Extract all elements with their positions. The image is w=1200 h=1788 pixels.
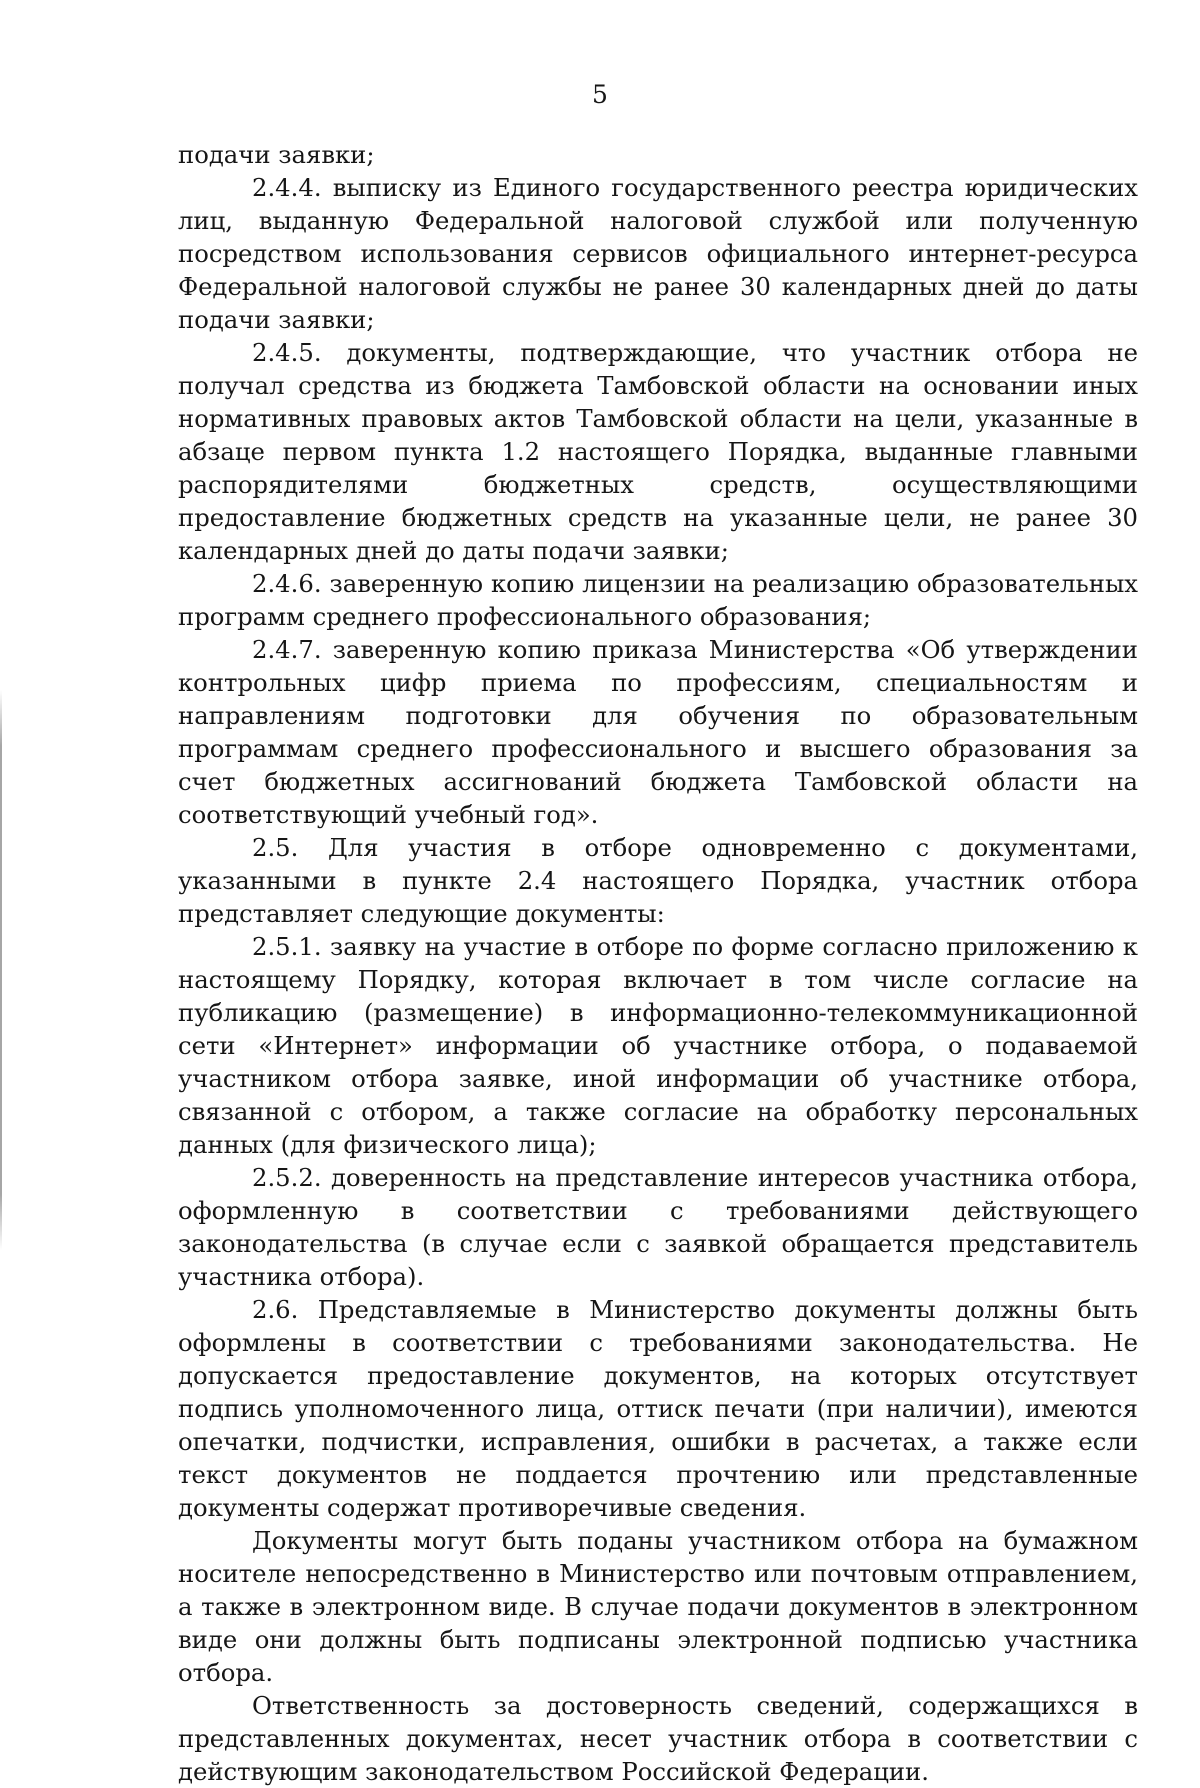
page-number: 5 bbox=[592, 80, 608, 109]
paragraph-2-4-6: 2.4.6. заверенную копию лицензии на реализацию образовательных программ среднего профессионального образования; bbox=[178, 569, 1138, 631]
paragraph-responsibility: Ответственность за достоверность сведений, содержащихся в представленных документах, несет участник отбора в соответствии с действующим законодательством Российской Федерации. bbox=[178, 1691, 1138, 1786]
paragraph-2-5-1: 2.5.1. заявку на участие в отборе по форме согласно приложению к настоящему Порядку, которая включает в том числе согласие на публикацию (размещение) в информационно-телекоммуникационной сети «Интернет» информации об участнике отбора, о подаваемой участником отбора заявке, иной информации об участнике отбора, связанной с отбором, а также согласие на обработку персональных данных (для физического лица); bbox=[178, 932, 1138, 1159]
document-body bbox=[178, 138, 1138, 1788]
paragraph-2-5-2: 2.5.2. доверенность на представление интересов участника отбора, оформленную в соответствии с требованиями действующего законодательства (в случае если с заявкой обращается представитель участника отбора). bbox=[178, 1163, 1138, 1291]
paragraph-2-4-7: 2.4.7. заверенную копию приказа Министерства «Об утверждении контрольных цифр приема по профессиям, специальностям и направлениям подготовки для обучения по образовательным программам среднего профессионального и высшего образования за счет бюджетных ассигнований бюджета Тамбовской области на соответствующий учебный год». bbox=[178, 635, 1138, 829]
scan-edge bbox=[0, 690, 2, 1250]
paragraph-2-4-5: 2.4.5. документы, подтверждающие, что участник отбора не получал средства из бюджета Тамбовской области на основании иных нормативных правовых актов Тамбовской области на цели, указанные в абзаце первом пункта 1.2 настоящего Порядка, выданные главными распорядителями бюджетных средств, осуществляющими предоставление бюджетных средств на указанные цели, не ранее 30 календарных дней до даты подачи заявки; bbox=[178, 338, 1138, 565]
paragraph-2-6: 2.6. Представляемые в Министерство документы должны быть оформлены в соответствии с требованиями законодательства. Не допускается предоставление документов, на которых отсутствует подпись уполномоченного лица, оттиск печати (при наличии), имеются опечатки, подчистки, исправления, ошибки в расчетах, а также если текст документов не поддается прочтению или представленные документы содержат противоречивые сведения. bbox=[178, 1295, 1138, 1522]
paragraph-submission: Документы могут быть поданы участником отбора на бумажном носителе непосредственно в Министерство или почтовым отправлением, а также в электронном виде. В случае подачи документов в электронном виде они должны быть подписаны электронной подписью участника отбора. bbox=[178, 1526, 1138, 1687]
paragraph-continuation: подачи заявки; bbox=[178, 140, 375, 169]
paragraph-2-4-4: 2.4.4. выписку из Единого государственного реестра юридических лиц, выданную Федеральной налоговой службой или полученную посредством использования сервисов официального интернет-ресурса Федеральной налоговой службы не ранее 30 календарных дней до даты подачи заявки; bbox=[178, 173, 1138, 334]
paragraph-2-5: 2.5. Для участия в отборе одновременно с документами, указанными в пункте 2.4 настоящего Порядка, участник отбора представляет следующие документы: bbox=[178, 833, 1138, 928]
